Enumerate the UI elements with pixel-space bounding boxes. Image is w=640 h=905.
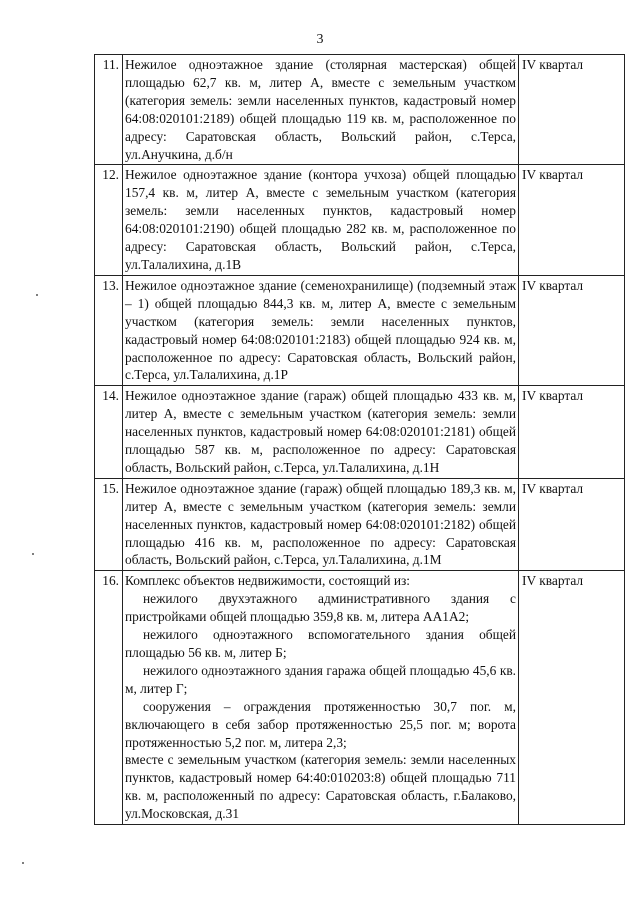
- row-number: 16.: [95, 571, 123, 825]
- page-number: 3: [316, 32, 324, 47]
- complex-item-fence: сооружения – ограждения протяженностью 30,7 пог. м, включающего в себя забор протяженностью 25,5 пог. м; ворота протяженностью 5,2 пог. м, литера 2,3;: [125, 698, 516, 750]
- row-number: 14.: [95, 386, 123, 479]
- row-description: Нежилое одноэтажное здание (столярная мастерская) общей площадью 62,7 кв. м, литер А, вместе с земельным участком (категория земель: земли населенных пунктов, кадастровый номер 64:08:020101:2189) общей площадью 119 кв. м, расположенное по адресу: Саратовская область, Вольский район, с.Терса, ул.Анучкина, д.б/н: [123, 55, 519, 165]
- row-description: Нежилое одноэтажное здание (семенохранилище) (подземный этаж – 1) общей площадью 844,3 кв. м, литер А, вместе с земельным участком (категория земель: земли населенных пунктов, кадастровый номер 64:08:020101:2183) общей площадью 924 кв. м, расположенное по адресу: Саратовская область, Вольский район, с.Терса, ул.Талалихина, д.1Р: [123, 275, 519, 385]
- complex-intro: Комплекс объектов недвижимости, состоящий из:: [125, 573, 411, 589]
- row-number: 12.: [95, 165, 123, 275]
- row-period: IV квартал: [519, 275, 625, 385]
- row-period: IV квартал: [519, 165, 625, 275]
- complex-item-garage: нежилого одноэтажного здания гаража общей площадью 45,6 кв. м, литер Г;: [125, 662, 516, 696]
- scan-speck: [22, 862, 24, 864]
- table-row: [95, 478, 625, 571]
- table-row: [95, 571, 625, 825]
- row-description: Нежилое одноэтажное здание (гараж) общей площадью 189,3 кв. м, литер А, вместе с земельным участком (категория земель: земли населенных пунктов, кадастровый номер 64:08:020101:2182) общей площадью 416 кв. м, расположенное по адресу: Саратовская область, Вольский район, с.Терса, ул.Талалихина, д.1М: [123, 478, 519, 571]
- complex-item-admin-building: нежилого двухэтажного административного здания с пристройками общей площадью 359,8 кв. м, литера АА1А2;: [125, 591, 516, 625]
- scan-speck: [32, 553, 34, 555]
- row-period: IV квартал: [519, 571, 625, 825]
- row-number: 15.: [95, 478, 123, 571]
- table-row: [95, 386, 625, 479]
- table-row: [95, 165, 625, 275]
- scan-speck: [36, 294, 38, 296]
- row-description-complex: [123, 571, 519, 825]
- complex-item-auxiliary-building: нежилого одноэтажного вспомогательного здания общей площадью 56 кв. м, литер Б;: [125, 627, 516, 660]
- row-number: 13.: [95, 275, 123, 385]
- row-number: 11.: [95, 55, 123, 165]
- row-period: IV квартал: [519, 55, 625, 165]
- row-period: IV квартал: [519, 386, 625, 479]
- row-description: Нежилое одноэтажное здание (гараж) общей площадью 433 кв. м, литер А, вместе с земельным участком (категория земель: земли населенных пунктов, кадастровый номер 64:08:020101:2181) общей площадью 587 кв. м, расположенное по адресу: Саратовская область, Вольский район, с.Терса, ул.Талалихина, д.1Н: [123, 386, 519, 479]
- table-row: [95, 55, 625, 165]
- table-row: [95, 275, 625, 385]
- property-table: [94, 54, 625, 825]
- row-description: Нежилое одноэтажное здание (контора учхоза) общей площадью 157,4 кв. м, литер А, вместе с земельным участком (категория земель: земли населенных пунктов, кадастровый номер 64:08:020101:2190) общей площадью 282 кв. м, расположенное по адресу: Саратовская область, Вольский район, с.Терса, ул.Талалихина, д.1В: [123, 165, 519, 275]
- row-period: IV квартал: [519, 478, 625, 571]
- complex-land-plot: вместе с земельным участком (категория земель: земли населенных пунктов, кадастровый номер 64:40:010203:8) общей площадью 711 кв. м, расположенный по адресу: Саратовская область, г.Балаково, ул.Московская, д.31: [125, 752, 516, 822]
